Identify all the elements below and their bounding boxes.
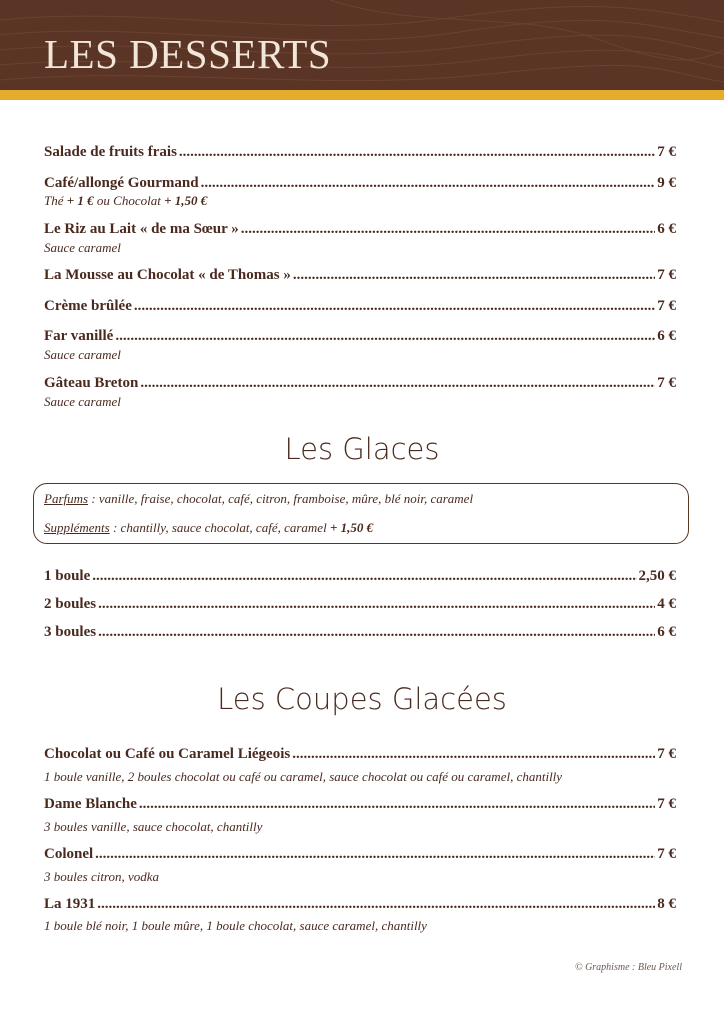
section-title-coupes: Les Coupes Glacées [217, 682, 507, 716]
item-price: 7 € [657, 375, 676, 391]
menu-item [44, 297, 676, 315]
item-name: Café/allongé Gourmand [44, 175, 199, 191]
leader-dots [179, 143, 655, 161]
credit-text: © Graphisme : Bleu Pixell [574, 962, 682, 973]
item-name: Salade de fruits frais [44, 144, 177, 160]
leader-dots [293, 266, 655, 284]
leader-dots [241, 220, 656, 238]
menu-item [44, 845, 676, 863]
leader-dots [139, 795, 655, 813]
leader-dots [292, 745, 655, 763]
menu-item [44, 374, 676, 392]
item-price: 6 € [657, 624, 676, 640]
item-price: 8 € [657, 896, 676, 912]
item-price: 4 € [657, 596, 676, 612]
item-price: 2,50 € [638, 568, 676, 584]
leader-dots [201, 174, 656, 192]
item-name: Gâteau Breton [44, 375, 139, 391]
leader-dots [134, 297, 655, 315]
menu-item [44, 745, 676, 763]
menu-item [44, 567, 676, 585]
menu-item [44, 174, 676, 192]
item-name: Colonel [44, 846, 94, 862]
leader-dots [140, 374, 655, 392]
item-note: Sauce caramel [44, 240, 121, 255]
item-price: 9 € [657, 175, 676, 191]
parfums-line: Parfums : vanille, fraise, chocolat, café, citron, framboise, mûre, blé noir, caramel [44, 491, 474, 506]
item-name: Le Riz au Lait « de ma Sœur » [44, 221, 239, 237]
item-name: Chocolat ou Café ou Caramel Liégeois [44, 746, 291, 762]
header-banner [0, 0, 724, 90]
gold-divider [0, 90, 724, 100]
item-name: 1 boule [44, 568, 91, 584]
section-title-glaces: Les Glaces [284, 432, 440, 466]
item-name: La 1931 [44, 896, 96, 912]
leader-dots [115, 327, 655, 345]
item-note: 3 boules citron, vodka [44, 869, 160, 884]
supplements-line: Suppléments : chantilly, sauce chocolat, café, caramel + 1,50 € [44, 520, 374, 535]
menu-item [44, 327, 676, 345]
leader-dots [98, 623, 655, 641]
item-note: 1 boule vanille, 2 boules chocolat ou café ou caramel, sauce chocolat ou café ou caramel, chantilly [44, 769, 563, 784]
item-note: Sauce caramel [44, 394, 121, 409]
menu-item [44, 595, 676, 613]
item-name: 3 boules [44, 624, 97, 640]
item-name: Dame Blanche [44, 796, 137, 812]
leader-dots [97, 895, 655, 913]
item-price: 7 € [657, 846, 676, 862]
page-title: LES DESSERTS [44, 31, 332, 77]
item-price: 7 € [657, 796, 676, 812]
item-name: Far vanillé [44, 328, 114, 344]
item-name: Crème brûlée [44, 298, 132, 314]
item-name: 2 boules [44, 596, 97, 612]
item-price: 6 € [657, 328, 676, 344]
item-name: La Mousse au Chocolat « de Thomas » [44, 267, 291, 283]
menu-item [44, 220, 676, 238]
menu-item [44, 143, 676, 161]
item-price: 7 € [657, 298, 676, 314]
item-price: 7 € [657, 746, 676, 762]
item-price: 7 € [657, 144, 676, 160]
menu-item [44, 266, 676, 284]
menu-item [44, 623, 676, 641]
item-price: 7 € [657, 267, 676, 283]
item-note: Sauce caramel [44, 347, 121, 362]
item-note: Thé + 1 € ou Chocolat + 1,50 € [44, 193, 208, 208]
item-price: 6 € [657, 221, 676, 237]
leader-dots [92, 567, 636, 585]
leader-dots [98, 595, 655, 613]
item-note: 1 boule blé noir, 1 boule mûre, 1 boule chocolat, sauce caramel, chantilly [44, 918, 427, 933]
item-note: 3 boules vanille, sauce chocolat, chantilly [44, 819, 263, 834]
menu-item [44, 895, 676, 913]
leader-dots [95, 845, 655, 863]
menu-item [44, 795, 676, 813]
